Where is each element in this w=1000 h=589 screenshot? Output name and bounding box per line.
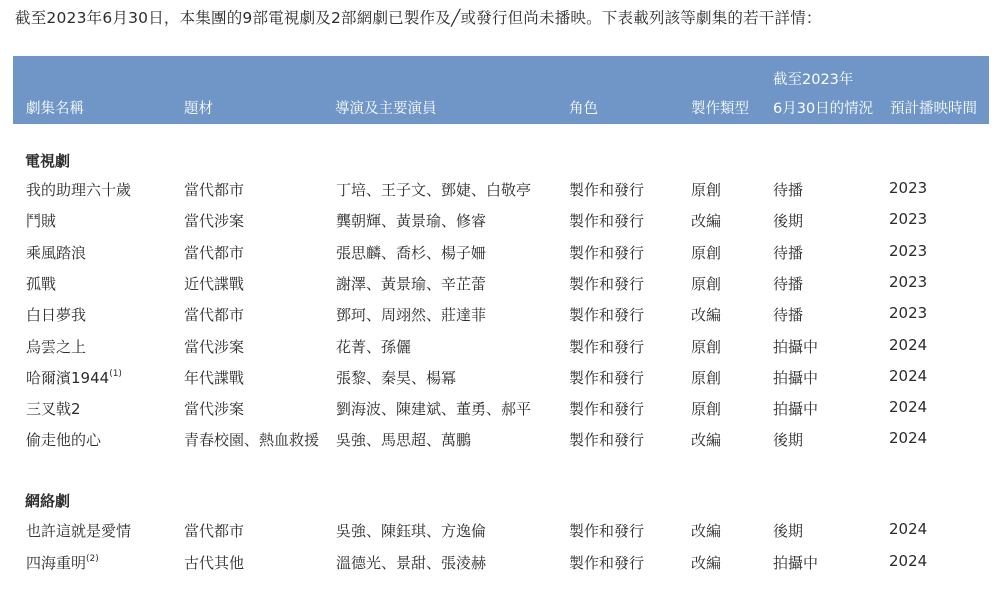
table-row	[0, 336, 1000, 364]
role-cell: 製作和發行	[569, 522, 645, 540]
type-cell: 原創	[691, 274, 722, 293]
table-row	[0, 429, 1000, 457]
type-cell: 改編	[691, 431, 722, 450]
type-cell: 原創	[691, 368, 722, 387]
footnote-marker: (1)	[109, 368, 122, 379]
intro-paragraph: 截至2023年6月30日，本集團的9部電視劇及2部網劇已製作及╱或發行但尚未播映。下表載列該等劇集的若干詳情：	[15, 9, 822, 27]
genre-cell: 古代其他	[184, 553, 245, 572]
name-cell: 偷走他的心	[26, 431, 102, 450]
genre-cell: 當代涉案	[184, 212, 245, 231]
name-cell: 我的助理六十歲	[26, 181, 132, 199]
year-cell: 2023	[889, 272, 928, 291]
table-row	[0, 242, 1000, 270]
status-cell: 待播	[773, 306, 804, 325]
header-status-line1: 截至2023年	[773, 72, 854, 88]
section-web-dramas: 網絡劇	[25, 492, 71, 510]
table-row	[0, 398, 1000, 426]
section-tv-dramas: 電視劇	[25, 152, 71, 170]
role-cell: 製作和發行	[569, 274, 645, 293]
table-row	[0, 367, 1000, 395]
status-cell: 待播	[773, 243, 804, 262]
type-cell: 改編	[691, 553, 722, 572]
cast-cell: 張思麟、喬杉、楊子姍	[336, 243, 487, 262]
table-row	[0, 304, 1000, 332]
type-cell: 改編	[691, 212, 722, 231]
genre-cell: 當代都市	[184, 181, 245, 199]
genre-cell: 近代諜戰	[184, 274, 245, 293]
type-cell: 原創	[691, 243, 722, 262]
genre-cell: 當代都市	[184, 306, 245, 325]
role-cell: 製作和發行	[569, 243, 645, 262]
status-cell: 拍攝中	[773, 400, 819, 419]
name-cell: 乘風踏浪	[26, 243, 87, 262]
year-cell: 2024	[889, 398, 928, 417]
status-cell: 拍攝中	[773, 337, 819, 356]
type-cell: 改編	[691, 306, 722, 325]
genre-cell: 年代諜戰	[184, 368, 245, 387]
status-cell: 拍攝中	[773, 368, 819, 387]
role-cell: 製作和發行	[569, 368, 645, 387]
type-cell: 改編	[691, 522, 722, 540]
year-cell: 2024	[889, 335, 928, 354]
status-cell: 待播	[773, 274, 804, 293]
year-cell: 2024	[889, 366, 928, 385]
role-cell: 製作和發行	[569, 337, 645, 356]
genre-cell: 當代涉案	[184, 400, 245, 419]
name-cell: 鬥賊	[26, 212, 57, 231]
year-cell: 2024	[889, 429, 928, 448]
table-row	[0, 552, 1000, 580]
cast-cell: 鄧珂、周翊然、莊達菲	[336, 306, 487, 325]
header-schedule: 預計播映時間	[890, 101, 977, 117]
genre-cell: 當代都市	[184, 243, 245, 262]
name-cell: 三叉戟2	[26, 400, 81, 419]
name-cell: 孤戰	[26, 274, 57, 293]
name-cell: 也許這就是愛情	[26, 522, 132, 540]
status-cell: 拍攝中	[773, 553, 819, 572]
year-cell: 2023	[889, 210, 928, 229]
name-cell: 哈爾濱1944$^{(1)}$	[26, 368, 122, 387]
name-cell: 烏雲之上	[26, 337, 87, 356]
role-cell: 製作和發行	[569, 553, 645, 572]
header-name: 劇集名稱	[26, 101, 84, 117]
header-status-line2: 6月30日的情況	[773, 101, 874, 117]
role-cell: 製作和發行	[569, 212, 645, 231]
status-cell: 後期	[773, 522, 804, 540]
header-role: 角色	[569, 101, 598, 117]
cast-cell: 龔朝輝、黃景瑜、修睿	[336, 212, 487, 231]
genre-cell: 青春校園、熱血救援	[184, 431, 320, 450]
cast-cell: 張黎、秦昊、楊冪	[336, 368, 457, 387]
role-cell: 製作和發行	[569, 181, 645, 199]
year-cell: 2023	[889, 241, 928, 260]
type-cell: 原創	[691, 181, 722, 199]
cast-cell: 劉海波、陳建斌、董勇、郝平	[336, 400, 532, 419]
type-cell: 原創	[691, 400, 722, 419]
footnote-marker: (2)	[86, 553, 99, 564]
header-genre: 題材	[184, 101, 213, 117]
genre-cell: 當代涉案	[184, 337, 245, 356]
table-row	[0, 210, 1000, 238]
table-header	[13, 56, 989, 124]
cast-cell: 吳強、馬思超、萬鵬	[336, 431, 472, 450]
table-row	[0, 273, 1000, 301]
role-cell: 製作和發行	[569, 400, 645, 419]
cast-cell: 謝澤、黃景瑜、辛芷蕾	[336, 274, 487, 293]
year-cell: 2023	[889, 179, 928, 197]
year-cell: 2023	[889, 304, 928, 323]
header-production-type: 製作類型	[691, 101, 749, 117]
role-cell: 製作和發行	[569, 306, 645, 325]
header-cast: 導演及主要演員	[335, 101, 437, 117]
status-cell: 後期	[773, 212, 804, 231]
cast-cell: 吳強、陳鈺琪、方逸倫	[336, 522, 487, 540]
name-cell: 白日夢我	[26, 306, 87, 325]
cast-cell: 溫德光、景甜、張淩赫	[336, 553, 487, 572]
type-cell: 原創	[691, 337, 722, 356]
cast-cell: 丁培、王子文、鄧婕、白敬亭	[336, 181, 532, 199]
name-cell: 四海重明$^{(2)}$	[26, 553, 99, 572]
genre-cell: 當代都市	[184, 522, 245, 540]
year-cell: 2024	[889, 520, 928, 538]
role-cell: 製作和發行	[569, 431, 645, 450]
table-row	[0, 179, 1000, 207]
status-cell: 待播	[773, 181, 804, 199]
year-cell: 2024	[889, 551, 928, 570]
table-row	[0, 520, 1000, 548]
cast-cell: 花菁、孫儷	[336, 337, 412, 356]
status-cell: 後期	[773, 431, 804, 450]
